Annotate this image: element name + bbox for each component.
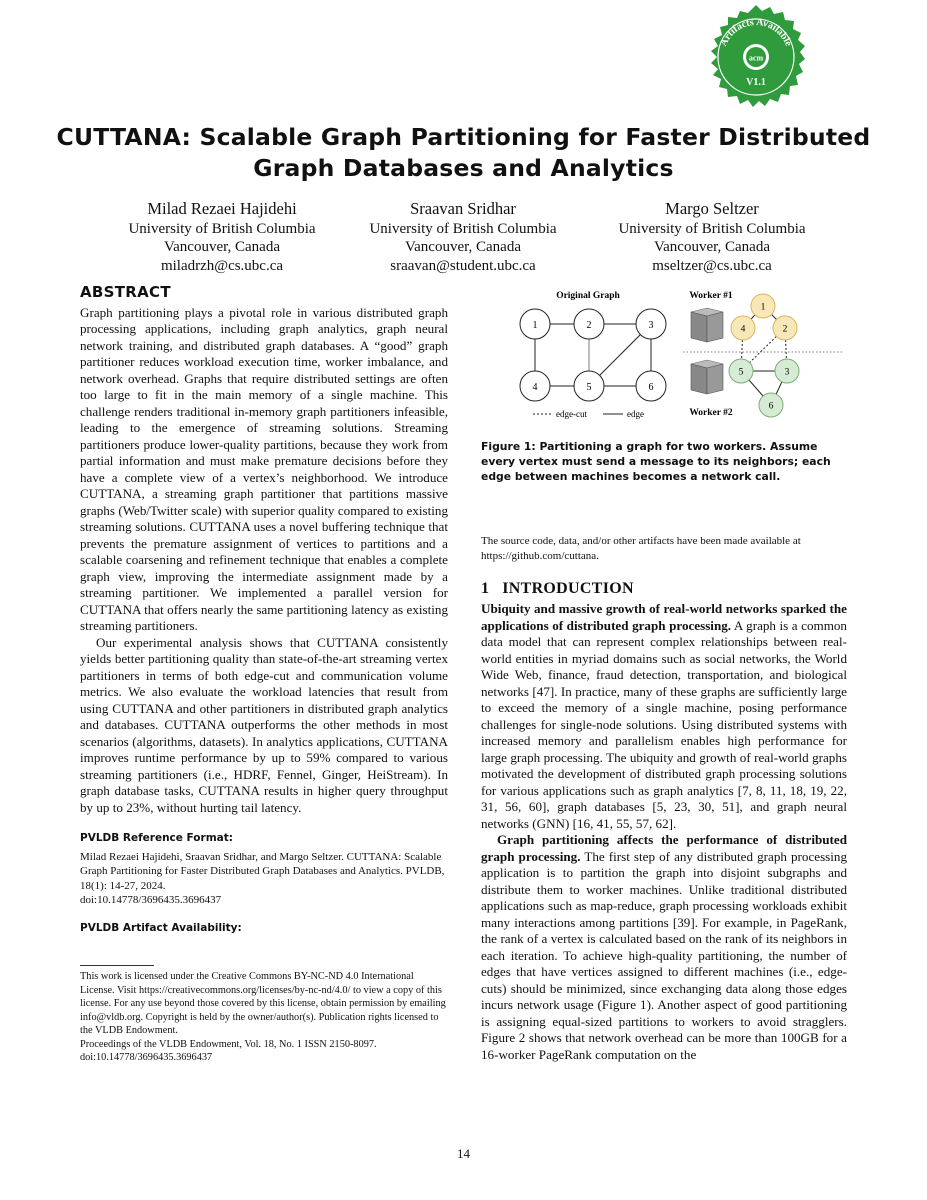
- reference-format-text: Milad Rezaei Hajidehi, Sraavan Sridhar, and Margo Seltzer. CUTTANA: Scalable Graph Partitioning for Faster Distributed Graph Databases and Analytics. PVLDB, 18(1): 14-27, 2024.: [80, 850, 445, 892]
- section-title: INTRODUCTION: [502, 579, 634, 597]
- page-number: 14: [457, 1146, 470, 1161]
- source-code-note: The source code, data, and/or other artifacts have been made available at https://github.com/cuttana.: [481, 534, 801, 562]
- figure-1-diagram: [481, 284, 847, 420]
- worker2-node-6-label: 6: [768, 401, 774, 412]
- author-location: Vancouver, Canada: [404, 239, 521, 255]
- reference-doi[interactable]: doi:10.14778/3696435.3696437: [80, 894, 222, 906]
- intro-p2-lead: Graph partitioning affects the performance of distributed graph processing.: [481, 832, 847, 864]
- license-footnote: This work is licensed under the Creative Commons BY-NC-ND 4.0 International License. Visit https://creativecommons.org/licenses/by-nc-nd/4.0/ to view a copy of this license. For any use beyond those covered by this license, obtain permission by emailing info@vldb.org. Copyright is held by the owner/author(s). Publication rights licensed to the VLDB Endowment.: [80, 971, 446, 1036]
- author-location: Vancouver, Canada: [163, 239, 280, 255]
- worker1-node-4-label: 4: [740, 324, 746, 335]
- server-icon: [691, 308, 723, 342]
- left-column: [80, 284, 448, 1065]
- server-icon: [691, 360, 723, 394]
- intro-p2-body: The first step of any distributed graph processing application is to partition the graph into disjoint subgraphs and distribute them to worker machines. Unlike traditional distributed applications such as map-reduce, graph processing workloads exhibit many interactions among partitions [39]. For example, in PageRank, the rank of a vertex is calculated based on the rank of its neighbors in each iteration. To achieve high-quality partitioning, the number of edges that have vertices assigned to different machines (i.e., edge-cuts) should be minimized, since exchanging data along those edges incurs network usage (Figure 1). Another aspect of good partitioning is assigning equal-sized partitions to workers to avoid stragglers. Figure 2 shows that network overhead can be more than 100GB for a 16-worker PageRank computation on the: [481, 848, 847, 1062]
- author-affiliation: University of British Columbia: [369, 220, 557, 237]
- abstract-heading: ABSTRACT: [80, 283, 171, 301]
- original-graph-label: Original Graph: [556, 291, 620, 301]
- worker1-node-1-label: 1: [760, 302, 766, 313]
- badge-top-text: Artifacts Available: [718, 16, 794, 49]
- abstract-paragraph-2: Our experimental analysis shows that CUTTANA consistently yields better partitioning quality than state-of-the-art streaming vertex partitioners in terms of both edge-cut and communication volume metrics. We also evaluate the workload latencies that result from using CUTTANA and other partitioners in distributed graph analytics and databases. CUTTANA outperforms the other methods in most scenarios (algorithms, datasets). In analytics applications, CUTTANA improves runtime performance by up to 59% compared to various streaming partitioners (i.e., HDRF, Fennel, Ginger, HeiStream). In graph database tasks, CUTTANA results in higher query throughput by up to 23%, without hurting tail latency.: [80, 634, 448, 815]
- author-block-1: [92, 200, 352, 275]
- introduction-heading: [481, 581, 847, 598]
- badge-acm-text: acm: [748, 53, 764, 63]
- badge-version-text: V1.1: [746, 77, 766, 88]
- section-number: 1: [481, 579, 490, 597]
- legend-edge-cut-label: edge-cut: [556, 409, 587, 419]
- footnote-rule: [80, 965, 154, 966]
- intro-paragraph-2: [481, 832, 847, 1063]
- title-line-2: Graph Databases and Analytics: [253, 154, 674, 182]
- legend-edge-label: edge: [627, 409, 644, 419]
- abstract-paragraph-1: Graph partitioning plays a pivotal role in various distributed graph processing applications, including graph analytics, graph neural network training, and distributed graph databases. A “good” graph partitioner reduces workload execution time, worker imbalance, and network overhead. Graphs that require distributed settings are often too large to fit in the main memory of a single machine. This challenge renders traditional in-memory graph partitioners infeasible, leading to the emergence of streaming solutions. Streaming partitioners produce lower-quality partitions, because they work from partial information and must make premature decisions before they have a complete view of a vertex’s neighborhood. We introduce CUTTANA, a streaming graph partitioner that partitions massive graphs (Web/Twitter scale) with superior quality compared to existing streaming solutions. CUTTANA uses a novel buffering technique that prevents the premature assignment of vertices to partitions and a scalable coarsening and refinement technique that enables a complete graph view, improving the intermediate assignment made by a streaming partitioner. We implemented a parallel version for CUTTANA that offers nearly the same partitioning latency as existing streaming partitioners.: [80, 304, 448, 633]
- author-block-2: [333, 200, 593, 275]
- artifact-availability-heading: PVLDB Artifact Availability:: [80, 921, 242, 934]
- author-block-3: [582, 200, 842, 275]
- worker2-node-3-label: 3: [784, 367, 790, 378]
- author-affiliation: University of British Columbia: [618, 220, 806, 237]
- worker-1-label: Worker #1: [689, 291, 733, 301]
- paper-title: [40, 122, 887, 184]
- author-location: Vancouver, Canada: [653, 239, 770, 255]
- author-email[interactable]: miladrzh@cs.ubc.ca: [160, 257, 284, 274]
- acm-artifacts-available-badge: [700, 5, 812, 117]
- original-node-2-label: 2: [586, 320, 592, 331]
- intro-paragraph-1: [481, 601, 847, 832]
- original-node-3-label: 3: [648, 320, 654, 331]
- worker2-node-5-label: 5: [738, 367, 744, 378]
- worker1-node-2-label: 2: [782, 324, 788, 335]
- author-affiliation: University of British Columbia: [128, 220, 316, 237]
- original-node-1-label: 1: [532, 320, 538, 331]
- worker-2-label: Worker #2: [689, 408, 733, 418]
- author-email[interactable]: mseltzer@cs.ubc.ca: [652, 257, 772, 274]
- original-node-5-label: 5: [586, 382, 592, 393]
- title-line-1: CUTTANA: Scalable Graph Partitioning for Faster Distributed: [56, 123, 871, 151]
- author-name: Margo Seltzer: [665, 199, 759, 218]
- proceedings-footnote: Proceedings of the VLDB Endowment, Vol. 18, No. 1 ISSN 2150-8097.: [80, 1038, 377, 1050]
- author-name: Sraavan Sridhar: [410, 199, 516, 218]
- right-column: [481, 284, 847, 1063]
- intro-p1-body: A graph is a common data model that can represent complex relationships between real-world entities in myriad domains such as social networks, the World Wide Web, finance, fraud detection, transportation, and biological networks [47]. In practice, many of these graphs are sufficiently large to exceed the memory of a single machine, posing performance challenges for single-node solutions. Using distributed systems with increased memory and parallelism enables high performance for large graph processing. The ubiquity and growth of real-world graphs motivated the development of distributed graph processing solutions for various applications such as graph analytics [7, 8, 11, 18, 19, 22, 31, 56, 60], graph databases [5, 23, 30, 51], and graph neural networks (GNN) [16, 41, 55, 57, 62].: [481, 617, 847, 831]
- intro-p1-lead: Ubiquity and massive growth of real-world networks sparked the applications of distributed graph processing.: [481, 601, 847, 633]
- footnote-doi[interactable]: doi:10.14778/3696435.3696437: [80, 1052, 213, 1063]
- author-email[interactable]: sraavan@student.ubc.ca: [390, 257, 536, 274]
- author-name: Milad Rezaei Hajidehi: [147, 199, 297, 218]
- reference-format-heading: PVLDB Reference Format:: [80, 832, 233, 844]
- original-node-6-label: 6: [648, 382, 654, 393]
- figure-1-caption: Figure 1: Partitioning a graph for two workers. Assume every vertex must send a message to its neighbors; each edge between machines becomes a network call.: [481, 439, 831, 483]
- original-node-4-label: 4: [532, 382, 538, 393]
